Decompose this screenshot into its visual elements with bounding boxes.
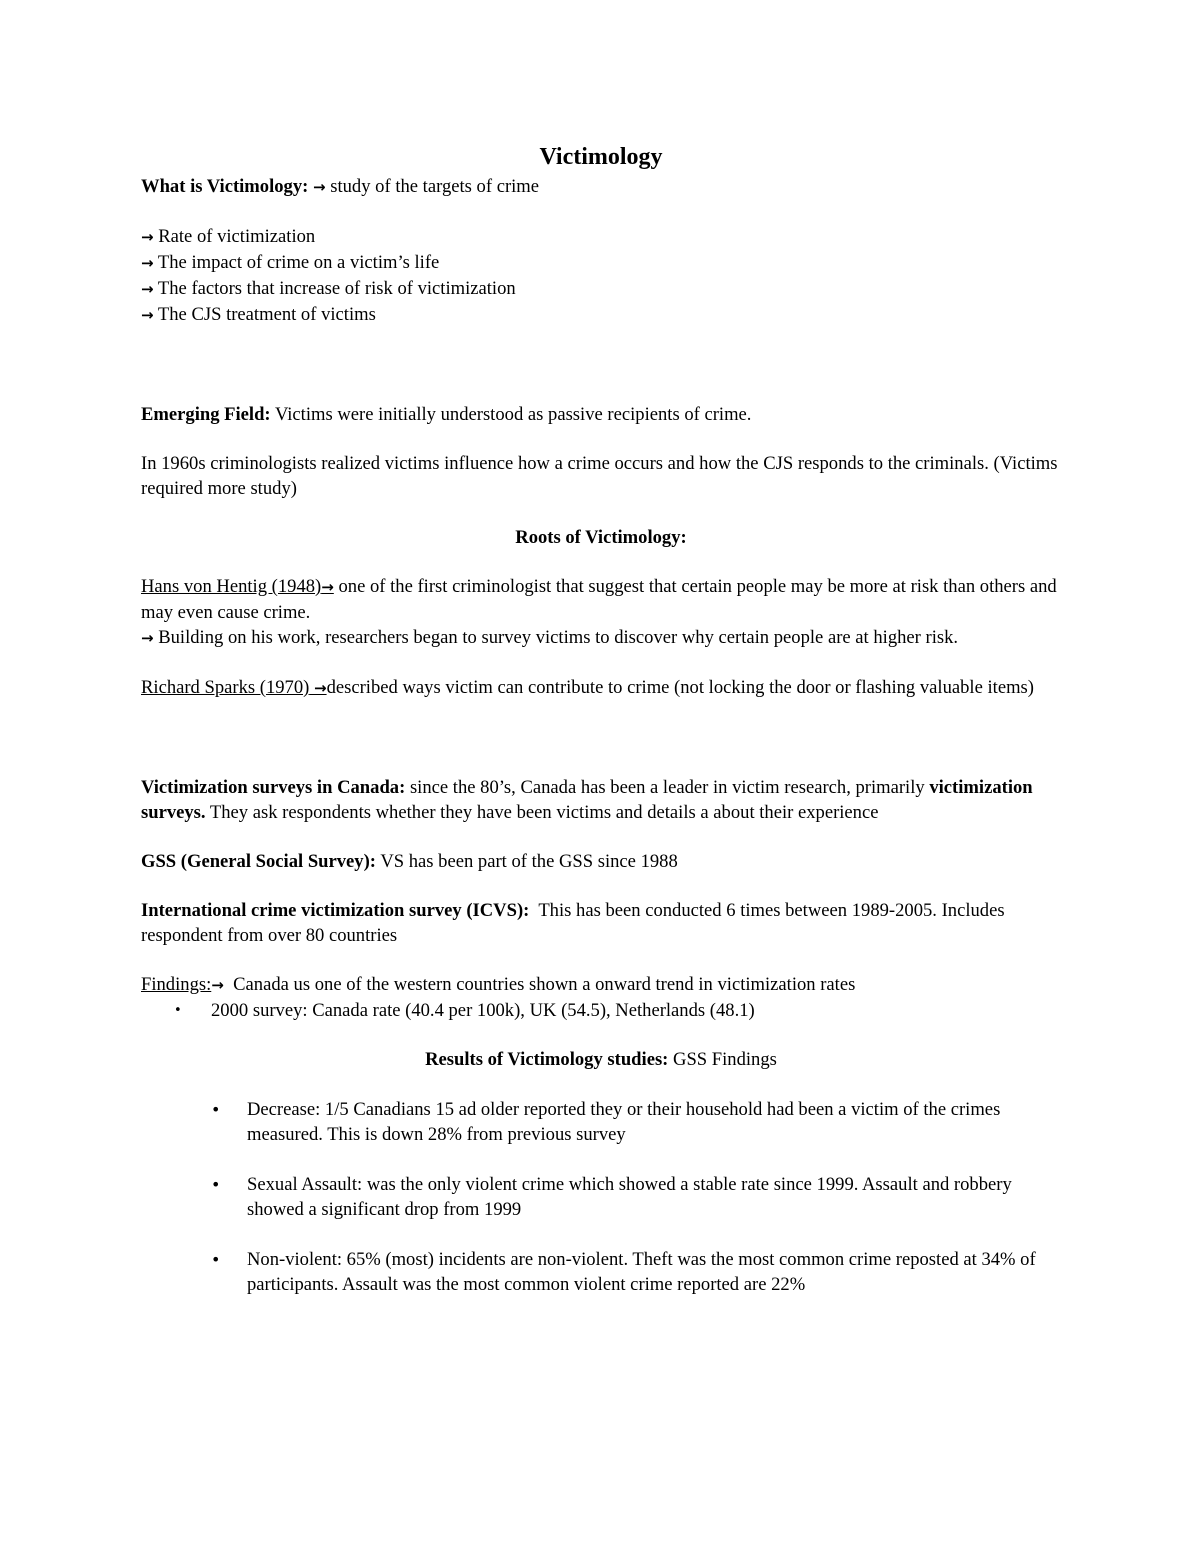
findings-paragraph: Findings:→ Canada us one of the western countries shown a onward trend in victimization rates [141,974,856,995]
definition-line [141,174,1061,200]
arrow-icon: → [141,254,154,272]
icvs-label: International crime victimization survey (ICVS): [141,900,530,921]
icvs-paragraph: International crime victimization survey (ICVS): This has been conducted 6 times between 1989-2005. Includes respondent from over 80 countries [141,900,1005,946]
results-label: Results of Victimology studies: [425,1049,669,1070]
sixties-paragraph: In 1960s criminologists realized victims influence how a crime occurs and how the CJS responds to the criminals. (Victims required more study) [141,453,1058,499]
emerging-field-label: Emerging Field: [141,404,271,425]
roots-heading: Roots of Victimology: [515,527,687,548]
hentig-followup: → Building on his work, researchers began to survey victims to discover why certain people are at higher risk. [141,627,959,648]
results-heading: Results of Victimology studies: GSS Findings [425,1049,777,1070]
results-list [141,1097,1061,1297]
arrow-icon: → [141,629,154,647]
list-item: • 2000 survey: Canada rate (40.4 per 100k), UK (54.5), Netherlands (48.1) [174,1000,755,1021]
arrow-list-item: → The CJS treatment of victims [141,304,376,325]
definition-label: What is Victimology: [141,176,309,197]
sparks-name: Richard Sparks (1970) → [141,677,327,698]
hentig-paragraph: Hans von Hentig (1948)→ one of the first criminologist that suggest that certain people may be more at risk than others and may even cause crime. [141,576,1057,623]
arrow-list-item: → The factors that increase of risk of victimization [141,278,516,299]
document-body [141,142,1061,1297]
arrow-icon: → [314,679,327,697]
findings-list [141,998,1061,1023]
arrow-icon: → [321,578,334,596]
list-item: • Decrease: 1/5 Canadians 15 ad older reported they or their household had been a victim of the crimes measured. This is down 28% from previous survey [211,1099,1001,1145]
arrow-icon: → [313,178,326,196]
arrow-list [141,224,1061,328]
surveys-canada-label: Victimization surveys in Canada: [141,777,406,798]
gss-paragraph: GSS (General Social Survey): VS has been part of the GSS since 1988 [141,851,678,872]
arrow-icon: → [141,228,154,246]
surveys-bold-term: victimization surveys. [141,777,1033,823]
list-item: • Non-violent: 65% (most) incidents are non-violent. Theft was the most common crime reposted at 34% of participants. Assault was the most common violent crime reported are 22% [211,1249,1036,1295]
arrow-icon: → [141,306,154,324]
arrow-list-item: → The impact of crime on a victim’s life [141,252,440,273]
findings-label: Findings: [141,974,212,995]
arrow-icon: → [211,976,224,994]
bullet-icon: • [174,1003,182,1018]
gss-label: GSS (General Social Survey): [141,851,376,872]
hentig-name: Hans von Hentig (1948)→ [141,576,334,597]
arrow-icon: → [141,280,154,298]
document-title: Victimology [539,144,663,170]
arrow-list-item: → Rate of victimization [141,226,316,247]
definition-text: study of the targets of crime [330,176,540,197]
surveys-canada-paragraph: Victimization surveys in Canada: since the 80’s, Canada has been a leader in victim research, primarily victimization surveys. They ask respondents whether they have been victims and details a about their experience [141,777,1033,823]
bullet-icon: • [211,1175,221,1194]
bullet-icon: • [211,1250,221,1269]
list-item: • Sexual Assault: was the only violent crime which showed a stable rate since 1999. Assault and robbery showed a significant drop from 1999 [211,1174,1012,1220]
bullet-icon: • [211,1100,221,1119]
emerging-field-paragraph: Emerging Field: Victims were initially understood as passive recipients of crime. [141,404,752,425]
sparks-paragraph: Richard Sparks (1970) →described ways victim can contribute to crime (not locking the door or flashing valuable items) [141,677,1034,698]
